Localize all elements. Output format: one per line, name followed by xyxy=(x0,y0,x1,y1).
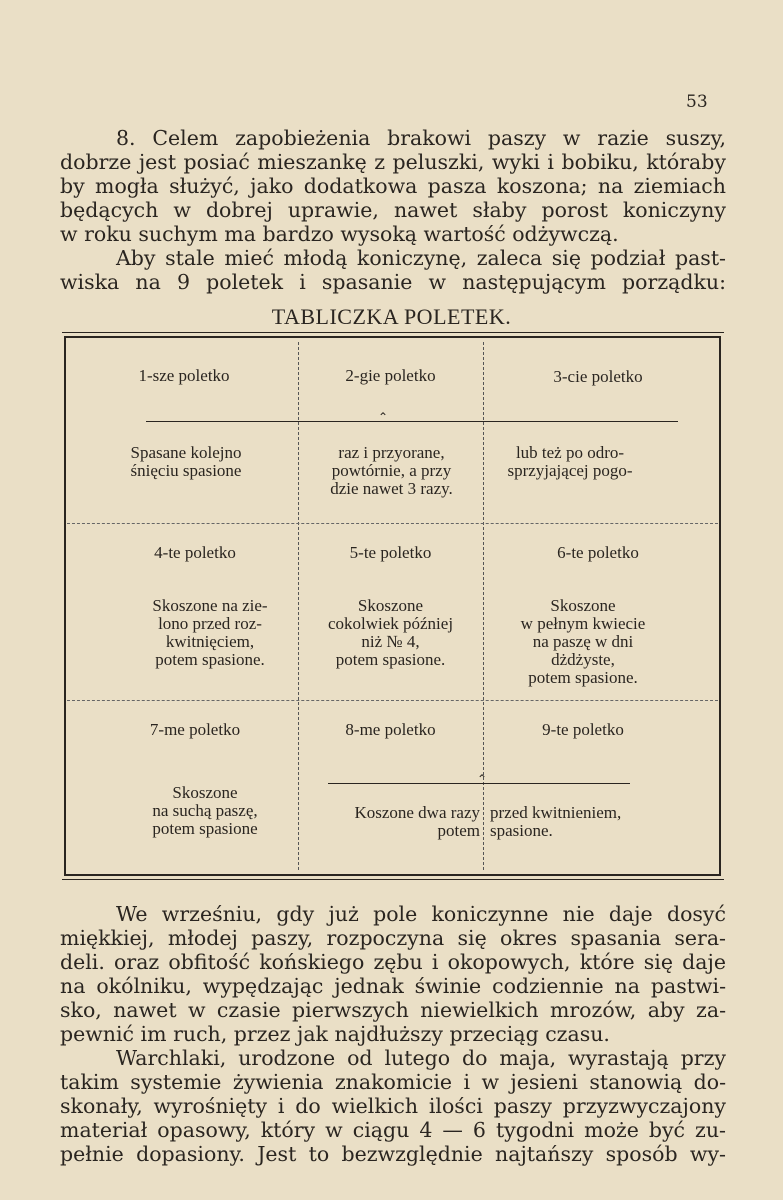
cell-line: lono przed roz- xyxy=(158,614,262,633)
cell-line: Skoszone xyxy=(357,596,424,615)
cell-head-2: 2-gie poletko xyxy=(345,366,436,385)
text-line: wiska na 9 poletek i spasanie w następującym porządku: xyxy=(60,270,726,294)
cell-head-5: 5-te poletko xyxy=(349,543,432,562)
cell-body-7 xyxy=(100,784,310,838)
cell-body-1 xyxy=(80,444,292,480)
cell-line: potem spasione xyxy=(152,819,258,838)
cell-line: Koszone dwa razy xyxy=(354,803,480,822)
cell-body-4 xyxy=(100,597,320,669)
cell-head-4: 4-te poletko xyxy=(154,543,236,562)
cell-head-6: 6-te poletko xyxy=(557,543,639,562)
cell-body-6 xyxy=(483,597,683,687)
cell-line: na suchą paszę, xyxy=(152,801,258,820)
text-line: sko, nawet w czasie pierwszych niewielkich mrozów, aby za- xyxy=(60,998,726,1022)
text-line: skonały, wyrośnięty i do wielkich ilości paszy przyzwyczajony xyxy=(60,1094,726,1118)
text-line: by mogła służyć, jako dodatkowa pasza koszona; na ziemiach xyxy=(60,174,726,198)
cell-line: powtórnie, a przy xyxy=(331,461,452,480)
text-line: Warchlaki, urodzone od lutego do maja, wyrastają przy xyxy=(116,1046,726,1070)
cell-line: spasione. xyxy=(490,821,553,840)
cell-body-3 xyxy=(488,444,652,480)
cell-line: przed kwitnieniem, xyxy=(490,803,622,822)
page-number: 53 xyxy=(686,92,708,112)
cell-line: dżdżyste, xyxy=(551,650,615,669)
frame-bottom-rule xyxy=(62,879,724,880)
cell-head-1: 1-sze poletko xyxy=(138,366,230,385)
text-line: deli. oraz obfitość końskiego zębu i okopowych, które się daje xyxy=(60,950,726,974)
text-line: na okólniku, wypędzając jednak świnie codziennie na pastwi- xyxy=(60,974,726,998)
paragraph-1 xyxy=(60,126,726,294)
text-line: Aby stale mieć młodą koniczynę, zaleca się podział past- xyxy=(116,246,726,270)
text-line: We wrześniu, gdy już pole koniczynne nie daje dosyć xyxy=(116,902,726,926)
cell-line: Spasane kolejno xyxy=(130,443,242,462)
cell-line: potem spasione. xyxy=(528,668,638,687)
text-line: będących w dobrej uprawie, nawet słaby porost koniczyny xyxy=(60,198,726,222)
cell-head-9: 9-te poletko xyxy=(542,720,624,739)
brace-tip: ⌃ xyxy=(477,772,488,786)
cell-line: Skoszone na zie- xyxy=(152,596,268,615)
cell-line: dzie nawet 3 razy. xyxy=(330,479,453,498)
row-divider xyxy=(67,700,718,701)
cell-line: Skoszone xyxy=(172,783,238,802)
cell-line: w pełnym kwiecie xyxy=(520,614,646,633)
text-line: takim systemie żywienia znakomicie i w jesieni stanowią do- xyxy=(60,1070,726,1094)
cell-line: potem spasione. xyxy=(155,650,265,669)
cell-line: raz i przyorane, xyxy=(338,443,445,462)
brace-tip: ⌃ xyxy=(378,410,389,424)
cell-line: na paszę w dni xyxy=(532,632,634,651)
cell-line: Skoszone xyxy=(550,596,616,615)
cell-body-2 xyxy=(300,444,483,498)
cell-line: cokolwiek później xyxy=(327,614,454,633)
text-line: 8. Celem zapobieżenia brakowi paszy w razie suszy, xyxy=(116,126,726,150)
cell-body-5 xyxy=(298,597,483,669)
text-line: dobrze jest posiać mieszankę z peluszki, wyki i bobiku, któraby xyxy=(60,150,726,174)
cell-body-9 xyxy=(490,804,680,840)
row-divider xyxy=(67,523,718,524)
cell-line: potem spasione. xyxy=(335,650,446,669)
cell-head-7: 7-me poletko xyxy=(149,720,241,739)
brace-line xyxy=(146,421,678,422)
text-line: w roku suchym ma bardzo wysoką wartość odżywczą. xyxy=(60,222,619,246)
cell-head-8: 8-me poletko xyxy=(345,720,436,739)
cell-line: sprzyjającej pogo- xyxy=(507,461,633,480)
cell-line: lub też po odro- xyxy=(515,443,625,462)
cell-line: kwitnięciem, xyxy=(165,632,255,651)
cell-line: śnięciu spasione xyxy=(130,461,242,480)
paragraph-2 xyxy=(60,902,726,1166)
cell-body-8 xyxy=(300,804,480,840)
text-line: materiał opasowy, który w ciągu 4 — 6 tygodni może być zu- xyxy=(60,1118,726,1142)
text-line: miękkiej, młodej paszy, rozpoczyna się okres spasania sera- xyxy=(60,926,726,950)
cell-line: niż № 4, xyxy=(361,632,420,651)
cell-line: potem xyxy=(437,821,480,840)
text-line: pewnić im ruch, przez jak najdłuższy przeciąg czasu. xyxy=(60,1022,610,1046)
text-line: pełnie dopasiony. Jest to bezwzględnie najtańszy sposób wy- xyxy=(60,1142,726,1166)
title-rule xyxy=(62,332,724,333)
cell-head-3: 3-cie poletko xyxy=(553,367,643,386)
table-title: TABLICZKA POLETEK. xyxy=(271,304,512,329)
